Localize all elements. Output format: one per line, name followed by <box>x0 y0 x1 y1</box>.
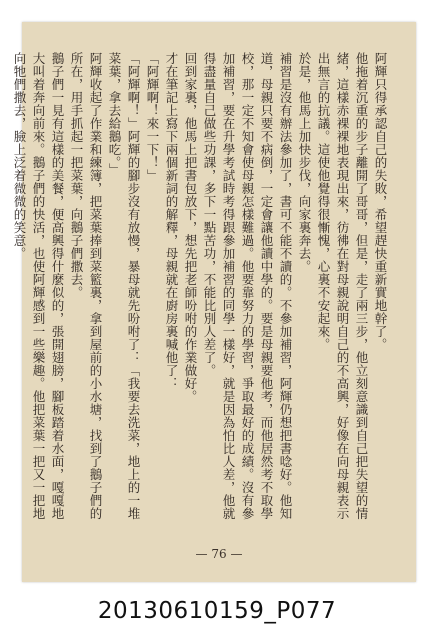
paragraph-10: 鵝子們一見有這樣的美餐，便高興得什麼似的，張開翅膀，腳板踏着水面，嘎嘎地大叫着奔向前來。鵝子們的快活，也使阿輝感到一些樂趣。他把菜葉一把又一把地向牠們撒去，臉上泛着微微的笑意。 <box>12 52 65 520</box>
paragraph-4: 補習是沒有辦法參加了，書可不能不讀的。不參加補習，阿輝仍想把書唸好。他知道，母親只要不病倒，一定會讓他讀中學的。要是母親要他考，而他居然考不取學校，那一定不知會使母親怎樣難過。他要靠努力的學習，爭取最好的成績。沒有參加補習，要在升學考試時考得跟參加補習的同學一樣好，就是因為怕比人差，他就得盡量自己做些功課，多下一點苦功，不能比別人差了。 <box>202 52 293 520</box>
image-caption: 20130610159_P077 <box>97 598 337 624</box>
paragraph-5: 回到家裏，他馬上把書包放下，想先把老師吩咐的作業做好。 <box>183 52 198 403</box>
page-number: — 76 — <box>195 547 243 561</box>
paragraph-7: 「阿輝啊！來一下！」 <box>145 52 160 182</box>
book-page <box>12 22 416 582</box>
paragraph-1: 阿輝只得承認自己的失敗，希望趕快重新實地幹了。 <box>373 52 388 351</box>
paragraph-2: 他拖着沉重的步子離開了哥哥，但是，走了兩三步，他立刻意識到自己把失望的情緒，這樣赤裸裸地表現出來，彷彿在對母親說明自己的不高興，好像在向母親表示出無言的抗議。這使他覺得很慚愧，心裏不安起來。 <box>316 52 369 520</box>
paragraph-3: 於是，他馬上加快步伐，向家裏奔去。 <box>297 52 312 273</box>
body-text <box>12 52 390 532</box>
paragraph-8: 「阿輝啊！」阿輝的腳步沒有放慢，暴母就先吩咐了：「我要去洗菜，地上的一堆菜葉，拿去給鵝吃。」 <box>107 52 141 520</box>
paragraph-9: 阿輝收起了作業和練簿，把菜葉捧到菜籃裏，拿到屋前的小水塘，找到了鵝子們的所在，用手抓起一把菜葉，向鵝子們撒去。 <box>69 52 103 520</box>
paragraph-6: 才在筆記上寫下兩個新詞的解釋，母親就在廚房裏喊他了： <box>164 52 179 390</box>
